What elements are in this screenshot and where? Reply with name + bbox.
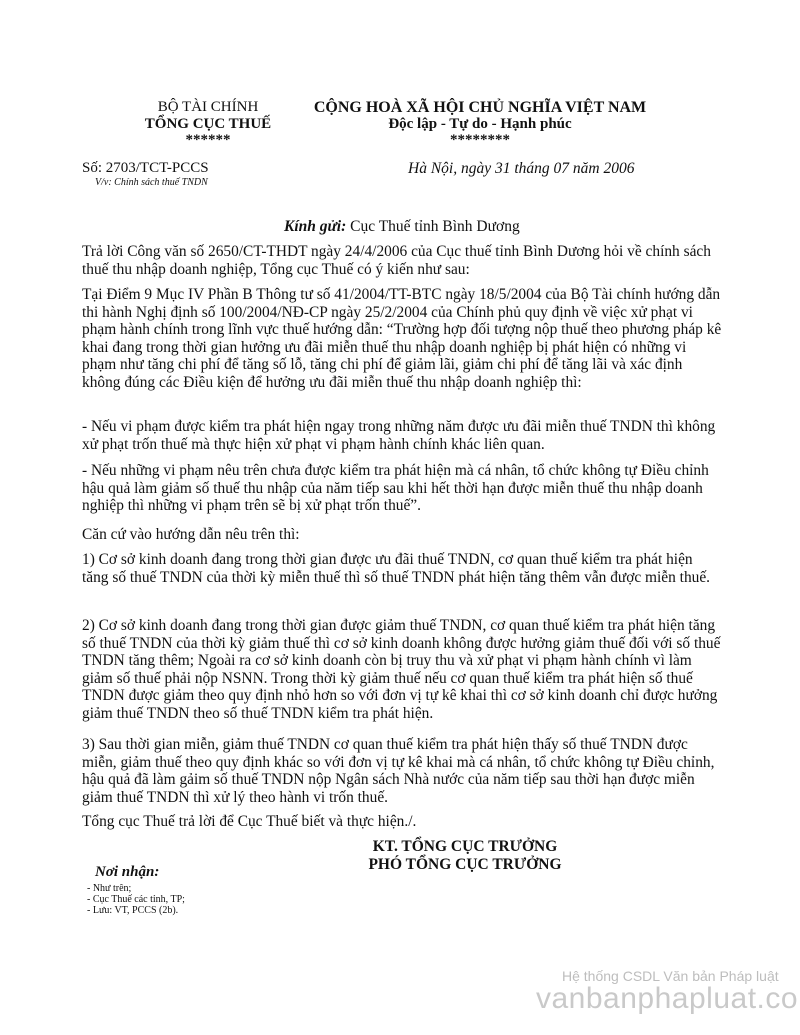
paragraph-closing: Tổng cục Thuế trả lời để Cục Thuế biết và thực hiện./.: [82, 813, 417, 830]
paragraph-citation: Tại Điểm 9 Mục IV Phần B Thông tư số 41/2004/TT-BTC ngày 18/5/2004 của Bộ Tài chính hướng dẫn thi hành Nghị định số 100/2004/NĐ-CP ngày 25/2/2004 của Chính phủ quy định về việc xử phạt vi phạm hành chính trong lĩnh vực thuế hướng dẫn: “Trường hợp đối tượng nộp thuế theo phương pháp kê khai đang trong thời gian hưởng ưu đãi miễn thuế thu nhập doanh nghiệp bị phát hiện có những vi phạm như tăng chi phí để tăng số lỗ, tăng chi phí để giảm lãi, giảm chi phí để tăng lãi và xác định không đúng các Điều kiện để hưởng ưu đãi miễn thuế thu nhập doanh nghiệp thì:: [82, 286, 722, 391]
issuer-separator: ******: [185, 132, 231, 148]
country-name: CỘNG HOÀ XÃ HỘI CHỦ NGHĨA VIỆT NAM: [313, 99, 647, 116]
recipient-label: Kính gửi:: [284, 218, 347, 235]
watermark-site: vanbanphapluat.co: [536, 982, 799, 1015]
document-number: Số: 2703/TCT-PCCS: [82, 160, 209, 176]
recipient-line: [284, 218, 520, 236]
document-subject: V/v: Chính sách thuế TNDN: [95, 177, 208, 188]
recipient-item: - Lưu: VT, PCCS (2b).: [87, 905, 179, 916]
department-name: TỔNG CỤC THUẾ: [144, 116, 272, 132]
watermark-caption: Hệ thống CSDL Văn bản Pháp luật: [562, 968, 779, 984]
recipients-title: Nơi nhận:: [95, 864, 160, 880]
signature-block: [340, 838, 590, 874]
paragraph-point-2: 2) Cơ sở kinh doanh đang trong thời gian được giảm thuế TNDN, cơ quan thuế kiểm tra phát hiện tăng số thuế TNDN của thời kỳ giảm thuế thì cơ sở kinh doanh không được hưởng giảm thuế đối với số thuế TNDN tăng thêm; Ngoài ra cơ sở kinh doanh còn bị truy thu và xử phạt vi phạm hành chính vì làm giảm số thuế phải nộp NSNN. Trong thời kỳ giảm thuế nếu cơ quan thuế kiểm tra phát hiện số thuế TNDN được giảm theo quy định nhỏ hơn so với đơn vị tự kê khai thì cơ sở kinh doanh chỉ được hưởng giảm thuế TNDN theo số thuế TNDN kiểm tra phát hiện.: [82, 617, 721, 722]
national-heading-block: [290, 99, 670, 147]
motto-separator: ********: [450, 132, 510, 148]
issuer-block: [108, 99, 308, 147]
place-date: Hà Nội, ngày 31 tháng 07 năm 2006: [408, 160, 635, 177]
paragraph-reply: Trả lời Công văn số 2650/CT-THDT ngày 24/4/2006 của Cục thuế tỉnh Bình Dương hỏi về chính sách thuế thu nhập doanh nghiệp, Tổng cục Thuế có ý kiến như sau:: [82, 243, 711, 278]
paragraph-case-2: - Nếu những vi phạm nêu trên chưa được kiểm tra phát hiện mà cá nhân, tổ chức không tự Điều chỉnh hậu quả làm giảm số thuế thu nhập của năm tiếp sau khi hết thời hạn được miễn thuế thu nhập doanh nghiệp thì những vi phạm trên sẽ bị xử phạt trốn thuế”.: [82, 462, 709, 515]
paragraph-case-1: - Nếu vi phạm được kiểm tra phát hiện ngay trong những năm được ưu đãi miễn thuế TNDN thì không xử phạt trốn thuế mà thực hiện xử phạt vi phạm hành chính khác liên quan.: [82, 418, 716, 453]
ministry-name: BỘ TÀI CHÍNH: [157, 99, 259, 115]
paragraph-point-3: 3) Sau thời gian miễn, giảm thuế TNDN cơ quan thuế kiểm tra phát hiện thấy số thuế TNDN được miễn, giảm thuế theo quy định khác so với đơn vị tự kê khai mà cá nhân, tổ chức không tự Điều chỉnh, hậu quả đã làm gảim số thuế TNDN nộp Ngân sách Nhà nước của năm tiếp sau thời hạn được miễn giảm thuế TNDN thì xử lý theo hành vi trốn thuế.: [82, 736, 715, 806]
paragraph-basis: Căn cứ vào hướng dẫn nêu trên thì:: [82, 526, 300, 543]
signature-title: KT. TỔNG CỤC TRƯỞNG: [372, 838, 558, 855]
paragraph-point-1: 1) Cơ sở kinh doanh đang trong thời gian được ưu đãi thuế TNDN, cơ quan thuế kiểm tra phát hiện tăng số thuế TNDN của thời kỳ miễn thuế thì số thuế TNDN phát hiện tăng thêm vẫn được miễn thuế.: [82, 551, 711, 586]
national-motto: Độc lập - Tự do - Hạnh phúc: [388, 116, 572, 132]
recipient-name: Cục Thuế tỉnh Bình Dương: [346, 218, 520, 235]
recipients-list: [87, 883, 185, 916]
recipient-item: - Cục Thuế các tỉnh, TP;: [87, 894, 185, 905]
signature-subtitle: PHÓ TỔNG CỤC TRƯỞNG: [368, 856, 562, 873]
recipient-item: - Như trên;: [87, 883, 132, 894]
